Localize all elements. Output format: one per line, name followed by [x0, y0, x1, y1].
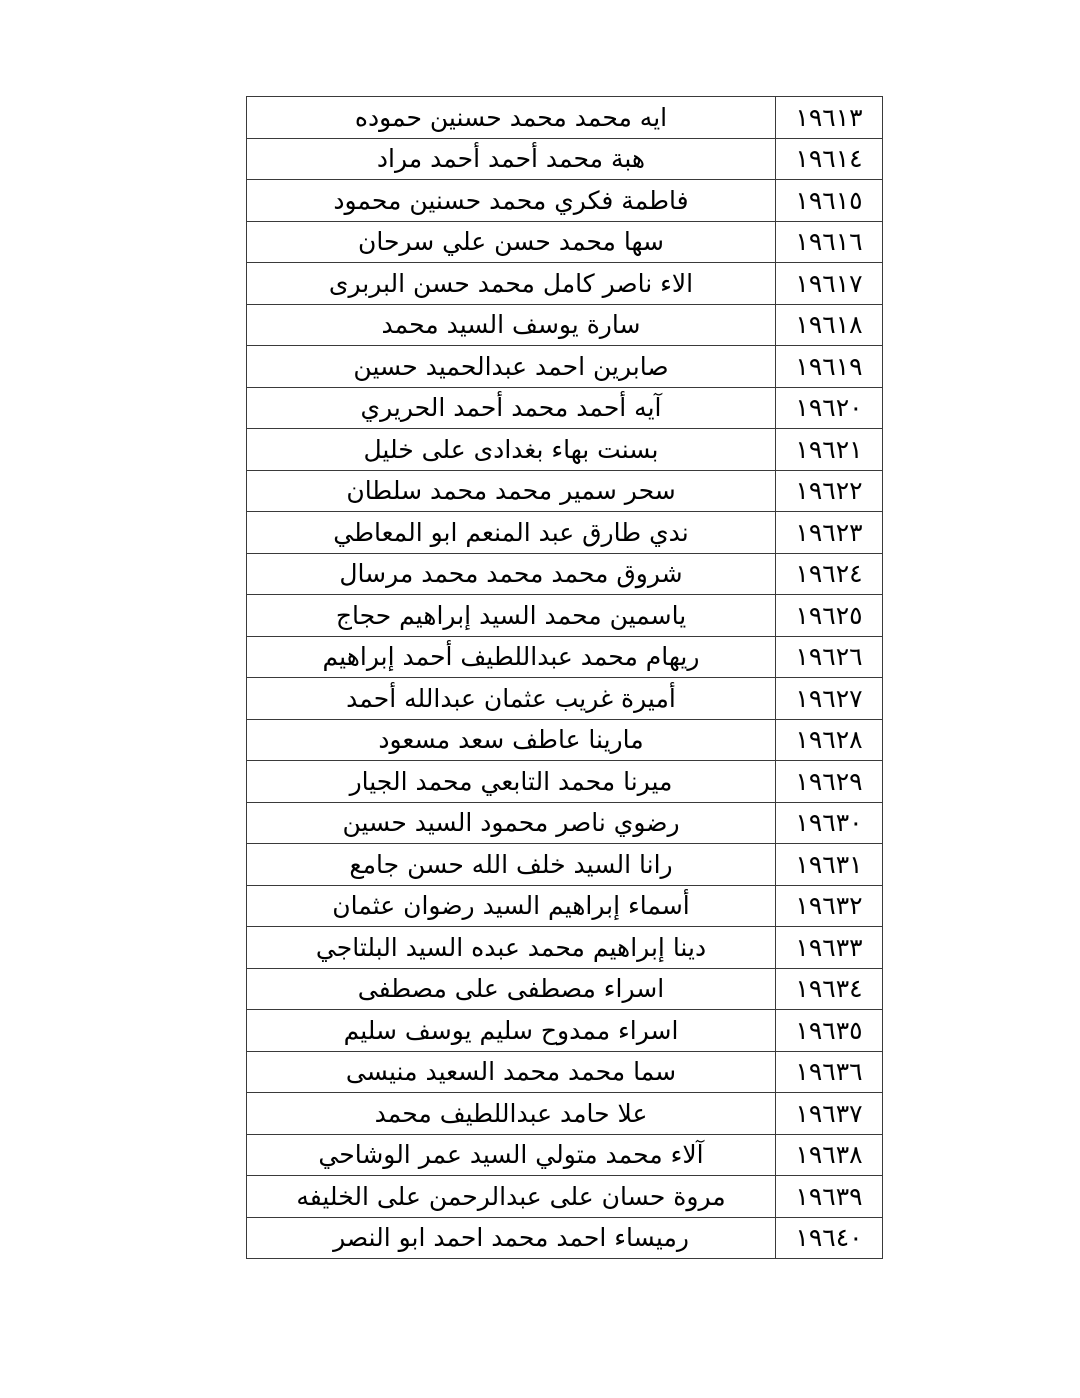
- row-number: ١٩٦١٦: [776, 221, 883, 263]
- row-number: ١٩٦٢٤: [776, 553, 883, 595]
- row-name: ياسمين محمد السيد إبراهيم حجاج: [247, 595, 776, 637]
- row-name: آلاء محمد متولي السيد عمر الوشاحي: [247, 1134, 776, 1176]
- row-name: أسماء إبراهيم السيد رضوان عثمان: [247, 885, 776, 927]
- table-row: [247, 346, 883, 388]
- row-name: سارة يوسف السيد محمد: [247, 304, 776, 346]
- table-row: [247, 180, 883, 222]
- table-row: [247, 1010, 883, 1052]
- names-table: [246, 96, 883, 1259]
- row-name: رضوي ناصر محمود السيد حسين: [247, 802, 776, 844]
- table-row: [247, 1134, 883, 1176]
- row-name: علا حامد عبداللطيف محمد: [247, 1093, 776, 1135]
- row-number: ١٩٦٣٠: [776, 802, 883, 844]
- row-name: شروق محمد محمد محمد مرسال: [247, 553, 776, 595]
- row-number: ١٩٦٢٠: [776, 387, 883, 429]
- row-number: ١٩٦١٣: [776, 97, 883, 139]
- row-name: رميساء احمد محمد احمد ابو النصر: [247, 1217, 776, 1259]
- row-number: ١٩٦٢٦: [776, 636, 883, 678]
- table-row: [247, 429, 883, 471]
- row-number: ١٩٦٢٨: [776, 719, 883, 761]
- row-name: دينا إبراهيم محمد عبده السيد البلتاجي: [247, 927, 776, 969]
- table-row: [247, 138, 883, 180]
- row-name: ريهام محمد عبداللطيف أحمد إبراهيم: [247, 636, 776, 678]
- table-row: [247, 553, 883, 595]
- row-number: ١٩٦١٤: [776, 138, 883, 180]
- table-row: [247, 97, 883, 139]
- row-number: ١٩٦٣٩: [776, 1176, 883, 1218]
- row-name: اسراء ممدوح سليم يوسف سليم: [247, 1010, 776, 1052]
- row-name: مروة حسان على عبدالرحمن على الخليفه: [247, 1176, 776, 1218]
- table-row: [247, 636, 883, 678]
- row-name: فاطمة فكري محمد حسنين محمود: [247, 180, 776, 222]
- names-table-body: [247, 97, 883, 1259]
- row-name: ميرنا محمد التابعي محمد الجيار: [247, 761, 776, 803]
- row-number: ١٩٦١٧: [776, 263, 883, 305]
- table-row: [247, 802, 883, 844]
- table-row: [247, 387, 883, 429]
- row-number: ١٩٦٣٤: [776, 968, 883, 1010]
- table-row: [247, 263, 883, 305]
- row-number: ١٩٦٣١: [776, 844, 883, 886]
- row-number: ١٩٦٣٧: [776, 1093, 883, 1135]
- row-name: اسراء مصطفى على مصطفى: [247, 968, 776, 1010]
- table-row: [247, 885, 883, 927]
- table-row: [247, 1176, 883, 1218]
- row-number: ١٩٦٣٣: [776, 927, 883, 969]
- row-number: ١٩٦٣٥: [776, 1010, 883, 1052]
- table-row: [247, 1217, 883, 1259]
- table-row: [247, 761, 883, 803]
- row-name: هبة محمد أحمد أحمد مراد: [247, 138, 776, 180]
- row-number: ١٩٦٢٣: [776, 512, 883, 554]
- table-row: [247, 968, 883, 1010]
- row-number: ١٩٦٣٦: [776, 1051, 883, 1093]
- row-number: ١٩٦٣٢: [776, 885, 883, 927]
- table-row: [247, 678, 883, 720]
- table-row: [247, 304, 883, 346]
- row-number: ١٩٦٢٩: [776, 761, 883, 803]
- row-name: مارينا عاطف سعد مسعود: [247, 719, 776, 761]
- row-number: ١٩٦٢٢: [776, 470, 883, 512]
- row-name: صابرين احمد عبدالحميد حسين: [247, 346, 776, 388]
- row-name: سحر سمير محمد محمد سلطان: [247, 470, 776, 512]
- row-name: ايه محمد محمد حسنين حموده: [247, 97, 776, 139]
- table-row: [247, 719, 883, 761]
- table-row: [247, 221, 883, 263]
- table-row: [247, 470, 883, 512]
- row-name: رانا السيد خلف الله حسن جامع: [247, 844, 776, 886]
- row-number: ١٩٦١٨: [776, 304, 883, 346]
- row-name: سما محمد محمد السعيد منيسى: [247, 1051, 776, 1093]
- row-number: ١٩٦٢٥: [776, 595, 883, 637]
- row-name: أميرة غريب عثمان عبدالله أحمد: [247, 678, 776, 720]
- row-name: آيه أحمد محمد أحمد الحريري: [247, 387, 776, 429]
- table-row: [247, 1093, 883, 1135]
- row-name: الاء ناصر كامل محمد حسن البربرى: [247, 263, 776, 305]
- row-name: بسنت بهاء بغدادى على خليل: [247, 429, 776, 471]
- row-number: ١٩٦٢١: [776, 429, 883, 471]
- row-number: ١٩٦٣٨: [776, 1134, 883, 1176]
- table-row: [247, 595, 883, 637]
- row-name: سها محمد حسن علي سرحان: [247, 221, 776, 263]
- row-number: ١٩٦٢٧: [776, 678, 883, 720]
- row-number: ١٩٦١٩: [776, 346, 883, 388]
- table-row: [247, 844, 883, 886]
- row-name: ندي طارق عبد المنعم ابو المعاطي: [247, 512, 776, 554]
- table-row: [247, 512, 883, 554]
- row-number: ١٩٦٤٠: [776, 1217, 883, 1259]
- table-row: [247, 927, 883, 969]
- table-row: [247, 1051, 883, 1093]
- row-number: ١٩٦١٥: [776, 180, 883, 222]
